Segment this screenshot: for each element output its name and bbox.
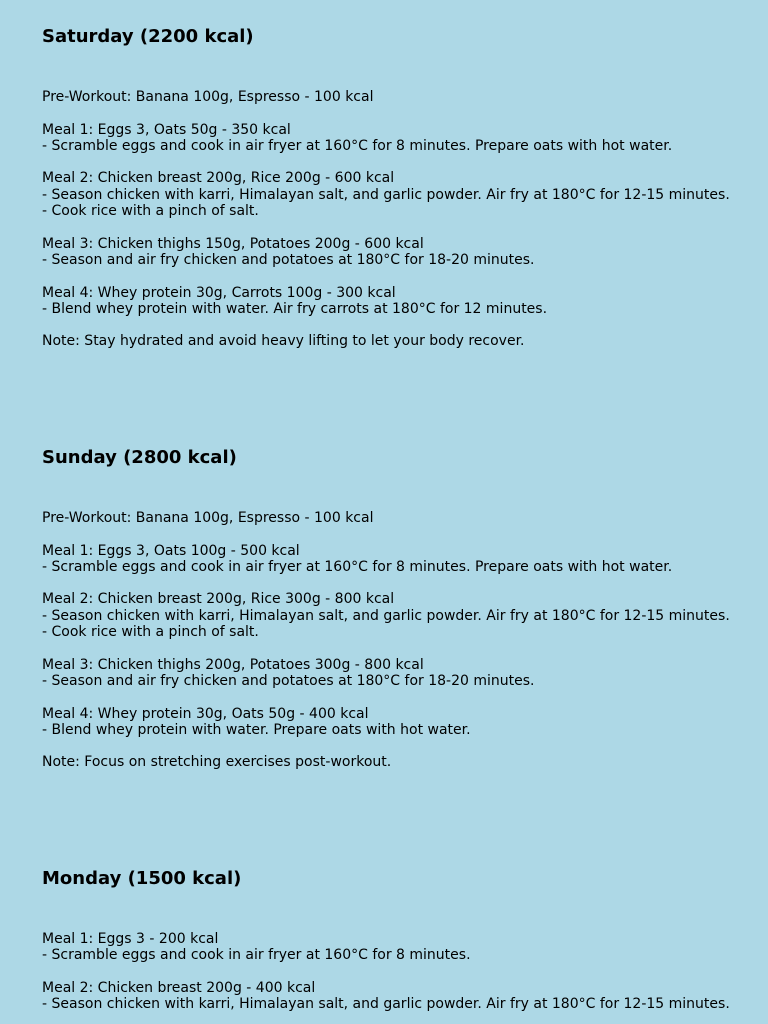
meal-heading: Meal 1: Eggs 3, Oats 100g - 500 kcal	[42, 542, 300, 559]
meal-instruction: - Season and air fry chicken and potatoes at 180°C for 18-20 minutes.	[42, 251, 535, 268]
pre-workout-line: Pre-Workout: Banana 100g, Espresso - 100 kcal	[42, 510, 374, 526]
meal-heading: Meal 1: Eggs 3 - 200 kcal	[42, 931, 219, 947]
pre-workout-line: Pre-Workout: Banana 100g, Espresso - 100 kcal	[42, 89, 374, 105]
meal-heading: Meal 3: Chicken thighs 200g, Potatoes 300g - 800 kcal	[42, 656, 424, 673]
meal-heading: Meal 4: Whey protein 30g, Oats 50g - 400 kcal	[42, 705, 369, 722]
meal-1-block	[42, 543, 768, 576]
meal-heading: Meal 1: Eggs 3, Oats 50g - 350 kcal	[42, 121, 291, 138]
meal-4-block	[42, 706, 768, 739]
meal-heading: Meal 2: Chicken breast 200g - 400 kcal	[42, 979, 316, 996]
pre-workout-block	[42, 89, 768, 105]
meal-3-block	[42, 657, 768, 690]
meal-3-block	[42, 236, 768, 269]
pre-workout-block	[42, 510, 768, 526]
meal-instruction: - Scramble eggs and cook in air fryer at 160°C for 8 minutes. Prepare oats with hot water.	[42, 137, 673, 154]
meal-2-block	[42, 591, 768, 640]
note-block	[42, 754, 768, 770]
day-title: Saturday (2200 kcal)	[42, 26, 254, 47]
meal-1-block	[42, 122, 768, 155]
meal-instruction: - Season chicken with karri, Himalayan salt, and garlic powder. Air fry at 180°C for 12-15 minutes.	[42, 186, 730, 203]
meal-instruction: - Season chicken with karri, Himalayan salt, and garlic powder. Air fry at 180°C for 12-15 minutes.	[42, 996, 730, 1013]
note-line: Note: Stay hydrated and avoid heavy lifting to let your body recover.	[42, 333, 525, 350]
note-line: Note: Focus on stretching exercises post-workout.	[42, 754, 392, 771]
meal-heading: Meal 2: Chicken breast 200g, Rice 300g - 800 kcal	[42, 591, 395, 608]
meal-instruction: - Season chicken with karri, Himalayan salt, and garlic powder. Air fry at 180°C for 12-15 minutes.	[42, 607, 730, 624]
meal-heading: Meal 4: Whey protein 30g, Carrots 100g - 300 kcal	[42, 284, 396, 301]
meal-instruction: - Scramble eggs and cook in air fryer at 160°C for 8 minutes.	[42, 947, 471, 964]
meal-instruction: - Blend whey protein with water. Air fry carrots at 180°C for 12 minutes.	[42, 300, 548, 317]
meal-instruction: - Cook rice with a pinch of salt.	[42, 203, 259, 220]
day-section-sunday	[42, 446, 768, 771]
meal-1-block	[42, 931, 768, 964]
meal-4-block	[42, 285, 768, 318]
meal-2-block	[42, 170, 768, 219]
meal-instruction: - Season and air fry chicken and potatoes at 180°C for 18-20 minutes.	[42, 672, 535, 689]
meal-2-block	[42, 980, 768, 1013]
meal-heading: Meal 2: Chicken breast 200g, Rice 200g - 600 kcal	[42, 170, 395, 187]
meal-instruction: - Cook rice with a pinch of salt.	[42, 624, 259, 641]
day-section-saturday	[42, 25, 768, 350]
note-block	[42, 333, 768, 349]
meal-instruction: - Blend whey protein with water. Prepare oats with hot water.	[42, 721, 471, 738]
day-section-monday	[42, 867, 768, 1012]
meal-instruction: - Scramble eggs and cook in air fryer at 160°C for 8 minutes. Prepare oats with hot water.	[42, 558, 673, 575]
day-title: Sunday (2800 kcal)	[42, 447, 237, 468]
meal-heading: Meal 3: Chicken thighs 150g, Potatoes 200g - 600 kcal	[42, 235, 424, 252]
day-title: Monday (1500 kcal)	[42, 868, 242, 889]
